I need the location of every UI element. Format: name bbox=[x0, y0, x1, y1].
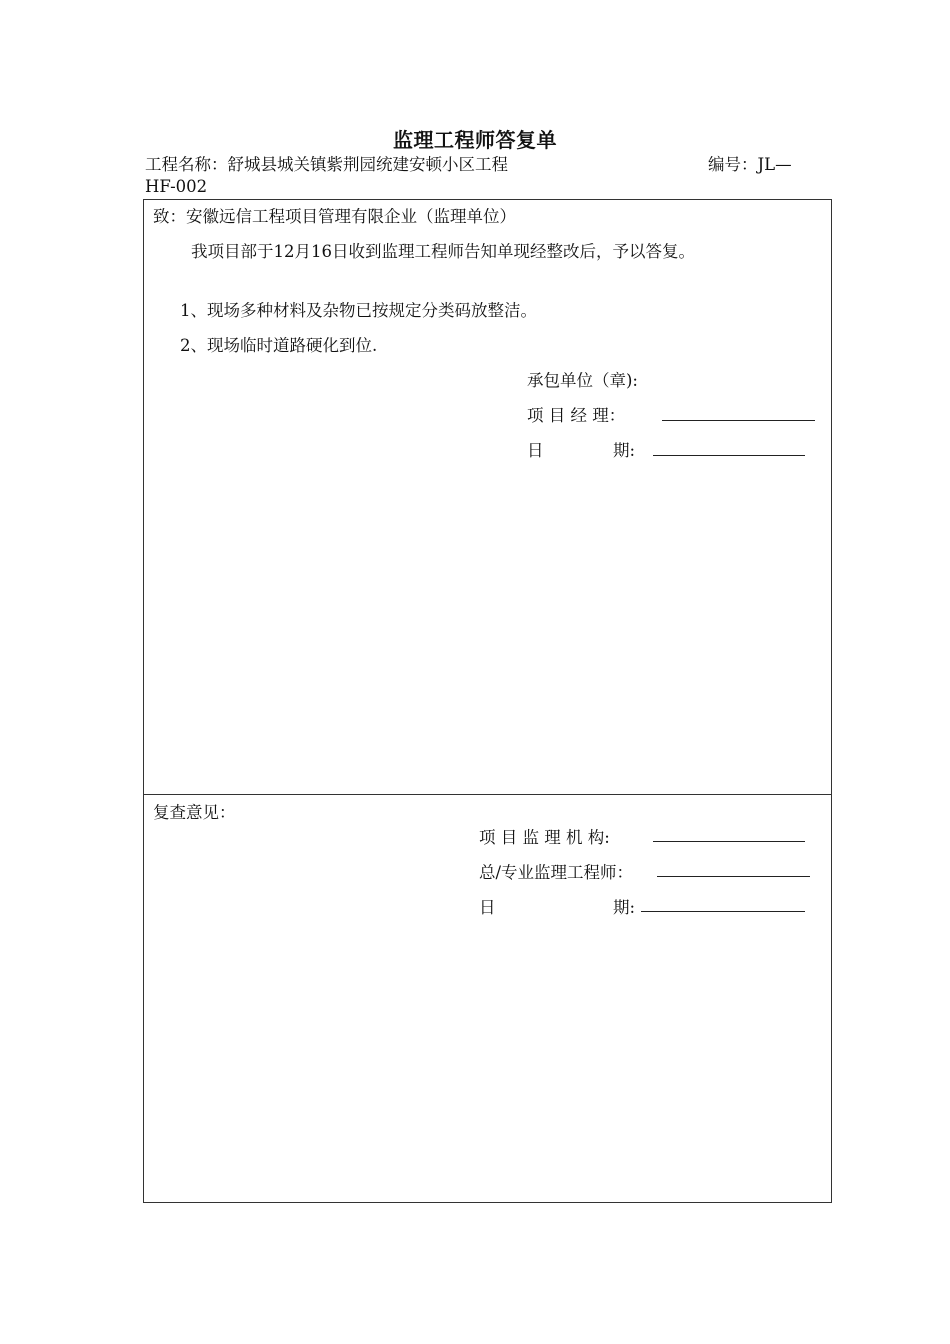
review-opinion-label: 复查意见： bbox=[153, 803, 236, 822]
reply-item-2: 2、现场临时道路硬化到位. bbox=[180, 336, 378, 355]
document-title: 监理工程师答复单 bbox=[393, 128, 557, 152]
project-manager-signature-line[interactable] bbox=[662, 404, 815, 421]
review-date-line[interactable] bbox=[641, 895, 805, 912]
chief-engineer-label: 总/专业监理工程师： bbox=[479, 863, 634, 882]
chief-engineer-signature-line[interactable] bbox=[657, 860, 810, 877]
supervision-agency-label: 项 目 监 理 机 构: bbox=[479, 828, 610, 847]
review-date-label-right: 期: bbox=[613, 898, 636, 917]
reply-date-label-left: 日 bbox=[527, 441, 544, 460]
section-divider bbox=[143, 794, 832, 795]
recipient-line: 致：安徽远信工程项目管理有限企业（监理单位） bbox=[153, 207, 516, 226]
contractor-seal-label: 承包单位（章): bbox=[527, 371, 638, 390]
review-date-label-left: 日 bbox=[479, 898, 496, 917]
reply-date-label-right: 期: bbox=[613, 441, 636, 460]
document-code-continuation: HF-002 bbox=[145, 177, 208, 196]
reply-intro-text: 我项目部于12月16日收到监理工程师告知单现经整改后，予以答复。 bbox=[191, 242, 695, 261]
supervision-agency-line[interactable] bbox=[653, 825, 805, 842]
project-name-line: 工程名称：舒城县城关镇紫荆园统建安顿小区工程 bbox=[145, 155, 508, 174]
document-code-label: 编号：JL— bbox=[708, 155, 792, 174]
reply-date-line[interactable] bbox=[653, 439, 805, 456]
reply-item-1: 1、现场多种材料及杂物已按规定分类码放整洁。 bbox=[180, 301, 537, 320]
project-manager-label: 项 目 经 理： bbox=[527, 406, 626, 425]
